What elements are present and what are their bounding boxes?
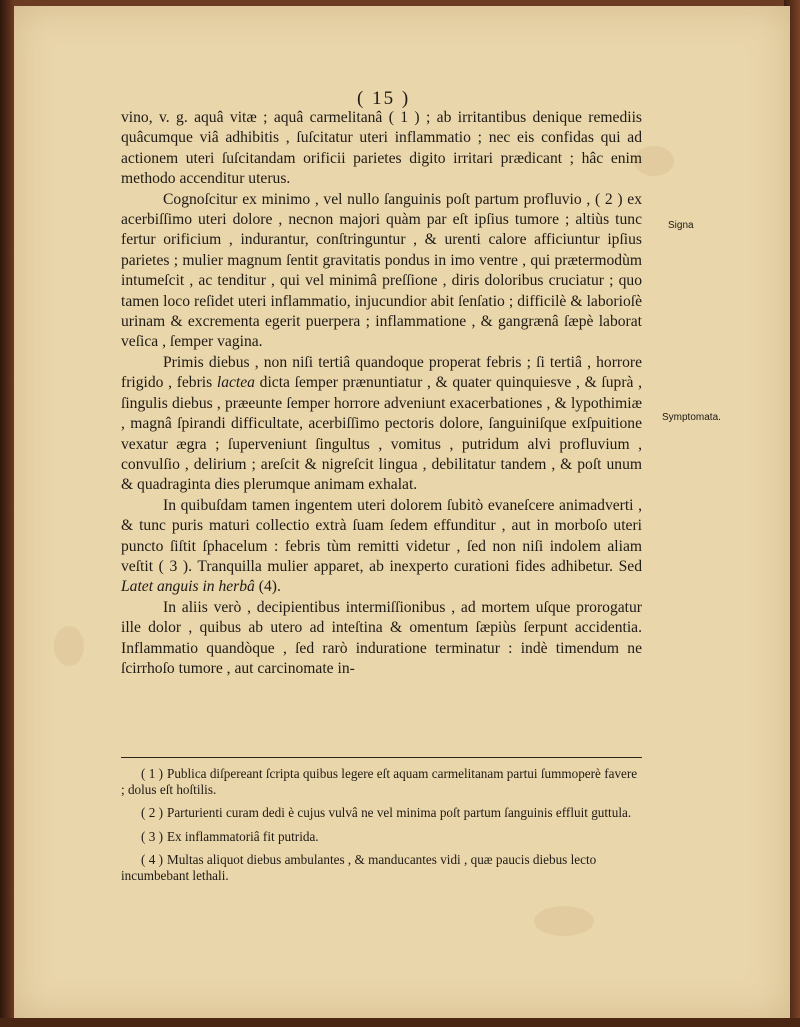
book-edge-left [0, 0, 14, 1027]
paper-stain [54, 626, 84, 666]
paragraph: Primis diebus , non niſi tertiâ quandoque properat febris ; ſi tertiâ , horrore frigido , febris lactea dicta ſemper prænuntiatur , & quater quinquiesve , & ſuprà , ſingulis diebus , præeunte ſemper horrore adveniunt exacerbationes , & lypothimiæ , magnâ ſpirandi difficultate, acerbiſſimo pectoris dolore, ſanguiniſque exſpuitione vexatur ægra ; ſuperveniunt ſingultus , vomitus , putridum alvi profluvium , convulſio , delirium ; areſcit & nigreſcit lingua , debilitatur tandem , & poſt unum & quadraginta dies plerumque animam exhalat. [121, 353, 643, 494]
footnote-text: Ex inflammatoriâ fit putrida. [166, 828, 319, 844]
footnote-text: Publica diſpereant ſcripta quibus legere eſt aquam carmelitanam partui ſummoperè favere ; dolus eſt hoſtilis. [121, 766, 638, 798]
footnotes [121, 766, 642, 891]
footnote [121, 852, 642, 884]
paragraph: Cognoſcitur ex minimo , vel nullo ſanguinis poſt partum profluvio , ( 2 ) ex acerbiſſimo uteri dolore , necnon majori quàm par eſt ipſius tumore ; altiùs tunc fertur orificium , indurantur, conſtringuntur , & urenti calore afficiuntur ipſius parietes ; mulier magnum ſentit gravitatis pondus in imo ventre , qui prætermodùm intumeſcit , ac tenditur , qui vel minimâ preſſione , diris doloribus cruciatur ; quo tamen loco reſidet uteri inflammatio, injucundior abit ſenſatio ; difficilè & laborioſè urinam & excrementa egerit puerpera ; inflammatione , & gangrænâ ſæpè laborat veſica , ſemper vagina. [121, 190, 642, 351]
main-text [121, 108, 642, 679]
footnote-label: ( 2 ) [141, 805, 163, 821]
paper-stain [534, 906, 594, 936]
page-number: ( 15 ) [357, 88, 411, 109]
footnote-label: ( 3 ) [141, 828, 163, 844]
italic-phrase: lactea [216, 374, 255, 392]
book-edge-bottom [0, 1018, 800, 1027]
footnote-label: ( 1 ) [141, 766, 163, 781]
footnote [121, 805, 642, 821]
footnote-label: ( 4 ) [141, 851, 163, 867]
footnote-divider [121, 757, 642, 758]
margin-note-signa: Signa [668, 220, 694, 231]
footnote [121, 829, 642, 845]
italic-phrase: Latet anguis in herbâ [121, 578, 255, 596]
margin-note-symptomata: Symptomata. [662, 412, 721, 423]
footnote [121, 766, 642, 798]
paragraph: In aliis verò , decipientibus intermiſſionibus , ad mortem uſque prorogatur ille dolor , quibus ab utero ad inteſtina & omentum ſæpiùs ſerpunt accidentia. Inflammatio quandòque , ſed rarò induratione terminatur : indè timendum ne ſcirrhoſo tumore , aut carcinomate in- [121, 598, 642, 677]
paragraph: vino, v. g. aquâ vitæ ; aquâ carmelitanâ ( 1 ) ; ab irritantibus denique remediis quâcumque viâ adhibitis , ſuſcitatur uteri inflammatio ; nec eis confidas qui ad actionem uteri ſuſcitandam orificii parietes digito irritari prædicant ; hâc enim methodo accenditur uterus. [121, 109, 642, 188]
footnote-text: Parturienti curam dedi è cujus vulvâ ne vel minima poſt partum ſanguinis effluit guttula. [166, 805, 632, 821]
footnote-text: Multas aliquot diebus ambulantes , & manducantes vidi , quæ paucis diebus lecto incumbebant lethali. [121, 851, 597, 884]
paragraph: In quibuſdam tamen ingentem uteri dolorem ſubitò evaneſcere animadverti , & tunc puris maturi collectio extrà ſuam ſedem effunditur , aut in morboſo uteri puncto ſiſtit ſphacelum : febris tùm remitti videtur , ſed non niſi indolem aliam veſtit ( 3 ). Tranquilla mulier apparet, ab inexperto curationi fides adhibetur. Sed Latet anguis in herbâ (4). [121, 496, 642, 596]
